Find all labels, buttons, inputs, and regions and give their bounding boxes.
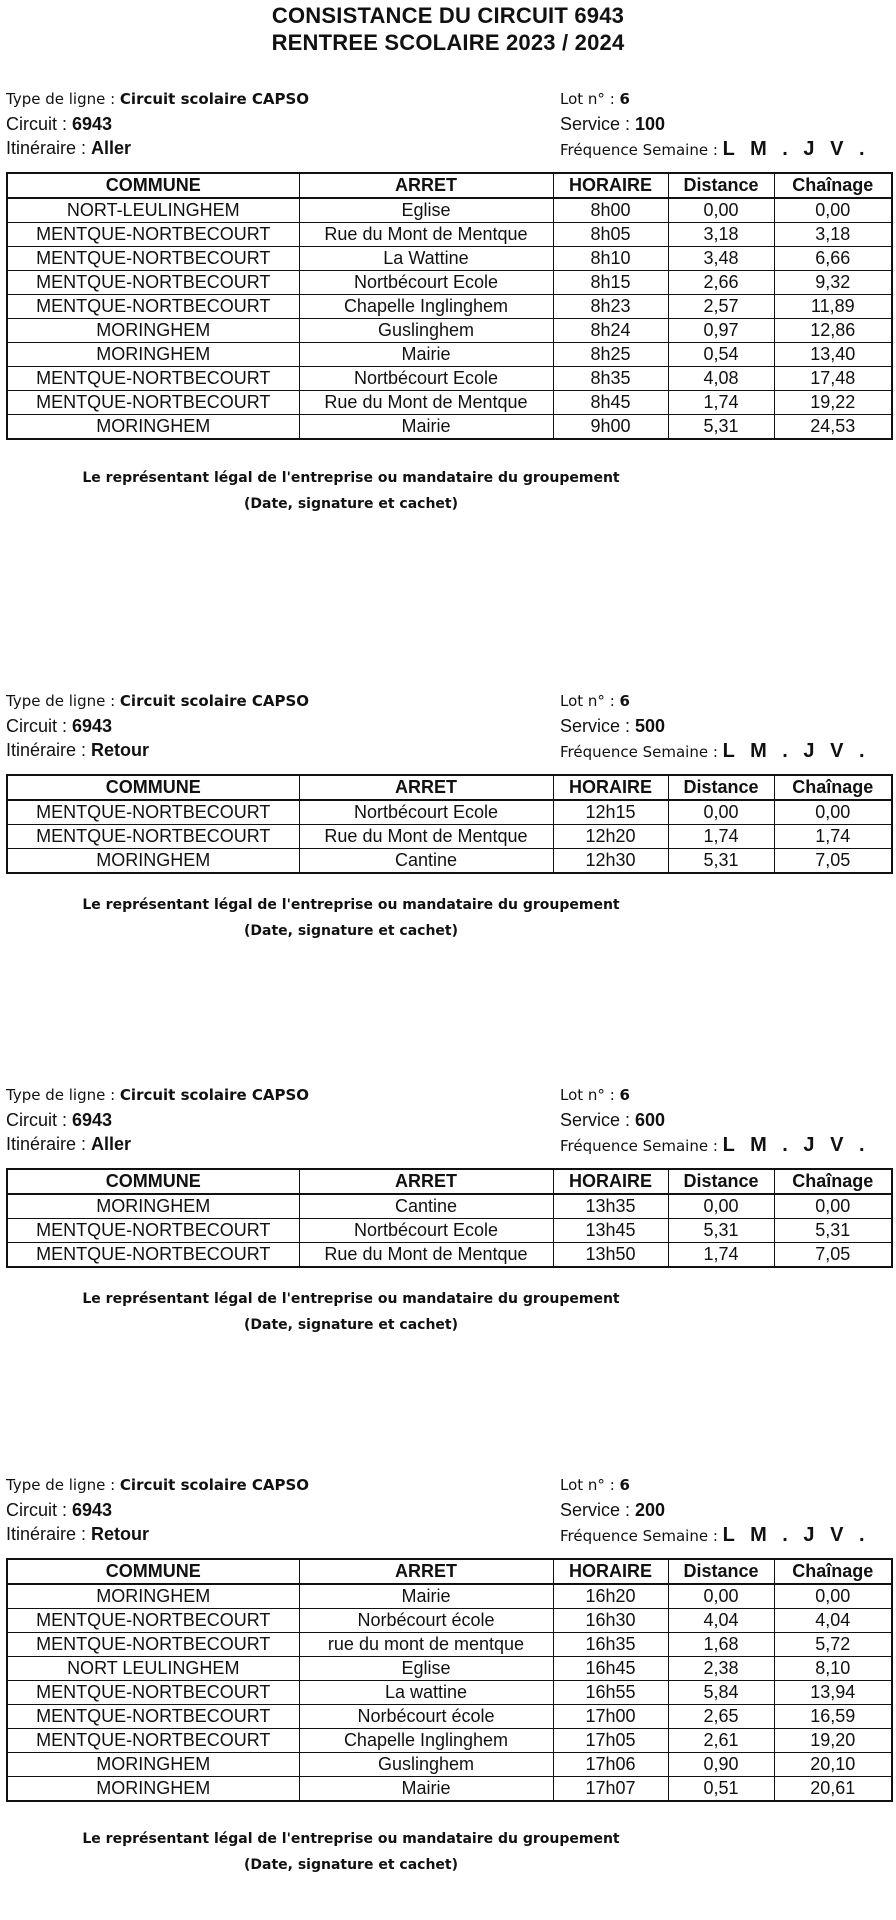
column-header: ARRET xyxy=(299,1559,553,1584)
chainage-cell: 13,40 xyxy=(774,343,892,367)
lot-value: 6 xyxy=(619,1086,630,1104)
distance-cell: 5,31 xyxy=(668,1219,774,1243)
column-header: Chaînage xyxy=(774,775,892,800)
frequence-value: L M . J V . xyxy=(722,1134,870,1156)
frequence-field xyxy=(560,1134,870,1157)
service-label: Service : xyxy=(560,1500,636,1520)
header-row xyxy=(6,716,896,740)
table-row xyxy=(7,1194,892,1219)
header-row xyxy=(6,1134,896,1158)
header-row xyxy=(6,90,896,114)
distance-cell: 5,31 xyxy=(668,415,774,440)
frequence-label: Fréquence Semaine : xyxy=(560,141,723,159)
horaire-cell: 13h50 xyxy=(553,1243,668,1268)
distance-cell: 0,97 xyxy=(668,319,774,343)
commune-cell: MENTQUE-NORTBECOURT xyxy=(7,825,299,849)
itineraire-value: Aller xyxy=(91,1134,132,1154)
circuit-label: Circuit : xyxy=(6,1500,73,1520)
type-de-ligne-field xyxy=(6,1086,309,1104)
arret-cell: La wattine xyxy=(299,1681,553,1705)
distance-cell: 0,00 xyxy=(668,1194,774,1219)
service-field xyxy=(560,716,665,737)
distance-cell: 2,57 xyxy=(668,295,774,319)
distance-cell: 4,08 xyxy=(668,367,774,391)
table-row xyxy=(7,391,892,415)
horaire-cell: 17h06 xyxy=(553,1753,668,1777)
chainage-cell: 20,10 xyxy=(774,1753,892,1777)
arret-cell: Norbécourt école xyxy=(299,1609,553,1633)
itineraire-field xyxy=(6,138,131,159)
horaire-cell: 8h15 xyxy=(553,271,668,295)
arret-cell: rue du mont de mentque xyxy=(299,1633,553,1657)
chainage-cell: 1,74 xyxy=(774,825,892,849)
horaire-cell: 16h20 xyxy=(553,1584,668,1609)
circuit-field xyxy=(6,716,112,737)
table-header-row xyxy=(7,1169,892,1194)
table-row xyxy=(7,271,892,295)
lot-value: 6 xyxy=(619,692,630,710)
column-header: ARRET xyxy=(299,775,553,800)
frequence-field xyxy=(560,740,870,763)
lot-field xyxy=(560,1086,630,1104)
distance-cell: 1,74 xyxy=(668,1243,774,1268)
lot-value: 6 xyxy=(619,1476,630,1494)
frequence-label: Fréquence Semaine : xyxy=(560,743,723,761)
signature-block xyxy=(6,892,696,944)
arret-cell: Chapelle Inglinghem xyxy=(299,1729,553,1753)
table-row xyxy=(7,1243,892,1268)
lot-label: Lot n° : xyxy=(560,90,620,108)
commune-cell: MENTQUE-NORTBECOURT xyxy=(7,1243,299,1268)
signature-line-2: (Date, signature et cachet) xyxy=(243,1857,458,1873)
chainage-cell: 4,04 xyxy=(774,1609,892,1633)
arret-cell: Nortbécourt Ecole xyxy=(299,1219,553,1243)
commune-cell: MENTQUE-NORTBECOURT xyxy=(7,367,299,391)
frequence-label: Fréquence Semaine : xyxy=(560,1137,723,1155)
itineraire-label: Itinéraire : xyxy=(6,740,92,760)
section-header xyxy=(6,692,896,764)
chainage-cell: 16,59 xyxy=(774,1705,892,1729)
circuit-field xyxy=(6,1500,112,1521)
circuit-field xyxy=(6,114,112,135)
itineraire-label: Itinéraire : xyxy=(6,1134,92,1154)
commune-cell: MORINGHEM xyxy=(7,415,299,440)
horaire-cell: 8h24 xyxy=(553,319,668,343)
chainage-cell: 7,05 xyxy=(774,849,892,874)
chainage-cell: 13,94 xyxy=(774,1681,892,1705)
table-row xyxy=(7,1584,892,1609)
horaire-cell: 13h45 xyxy=(553,1219,668,1243)
arret-cell: Rue du Mont de Mentque xyxy=(299,825,553,849)
commune-cell: MENTQUE-NORTBECOURT xyxy=(7,1729,299,1753)
circuit-section-service-500 xyxy=(6,692,896,939)
header-row xyxy=(6,692,896,716)
chainage-cell: 0,00 xyxy=(774,800,892,825)
horaire-cell: 12h30 xyxy=(553,849,668,874)
distance-cell: 0,90 xyxy=(668,1753,774,1777)
table-row xyxy=(7,198,892,223)
circuit-value: 6943 xyxy=(72,1110,113,1130)
distance-cell: 0,00 xyxy=(668,198,774,223)
column-header: Distance xyxy=(668,775,774,800)
horaire-cell: 16h30 xyxy=(553,1609,668,1633)
header-row xyxy=(6,1500,896,1524)
distance-cell: 5,84 xyxy=(668,1681,774,1705)
horaire-cell: 12h15 xyxy=(553,800,668,825)
arret-cell: Cantine xyxy=(299,849,553,874)
distance-cell: 2,66 xyxy=(668,271,774,295)
chainage-cell: 11,89 xyxy=(774,295,892,319)
column-header: COMMUNE xyxy=(7,1169,299,1194)
signature-block xyxy=(6,465,696,517)
itineraire-value: Retour xyxy=(91,1524,150,1544)
distance-cell: 2,61 xyxy=(668,1729,774,1753)
service-value: 200 xyxy=(635,1500,666,1520)
circuit-label: Circuit : xyxy=(6,1110,73,1130)
distance-cell: 2,65 xyxy=(668,1705,774,1729)
frequence-field xyxy=(560,138,870,161)
service-value: 500 xyxy=(635,716,666,736)
table-row xyxy=(7,1729,892,1753)
commune-cell: MENTQUE-NORTBECOURT xyxy=(7,391,299,415)
lot-label: Lot n° : xyxy=(560,692,620,710)
table-row xyxy=(7,1609,892,1633)
chainage-cell: 5,72 xyxy=(774,1633,892,1657)
commune-cell: MENTQUE-NORTBECOURT xyxy=(7,223,299,247)
table-row xyxy=(7,1657,892,1681)
schedule-table xyxy=(6,1558,893,1802)
distance-cell: 0,00 xyxy=(668,800,774,825)
column-header: Chaînage xyxy=(774,173,892,198)
table-header-row xyxy=(7,173,892,198)
horaire-cell: 13h35 xyxy=(553,1194,668,1219)
column-header: ARRET xyxy=(299,1169,553,1194)
chainage-cell: 19,22 xyxy=(774,391,892,415)
signature-block xyxy=(6,1826,696,1878)
table-row xyxy=(7,247,892,271)
type-de-ligne-label: Type de ligne : xyxy=(6,1086,120,1104)
arret-cell: Rue du Mont de Mentque xyxy=(299,1243,553,1268)
lot-label: Lot n° : xyxy=(560,1086,620,1104)
chainage-cell: 9,32 xyxy=(774,271,892,295)
arret-cell: Mairie xyxy=(299,1777,553,1802)
horaire-cell: 8h35 xyxy=(553,367,668,391)
column-header: COMMUNE xyxy=(7,1559,299,1584)
commune-cell: MORINGHEM xyxy=(7,1777,299,1802)
arret-cell: Mairie xyxy=(299,415,553,440)
distance-cell: 0,54 xyxy=(668,343,774,367)
frequence-field xyxy=(560,1524,870,1547)
arret-cell: Guslinghem xyxy=(299,1753,553,1777)
table-row xyxy=(7,319,892,343)
distance-cell: 3,48 xyxy=(668,247,774,271)
commune-cell: MORINGHEM xyxy=(7,849,299,874)
schedule-table xyxy=(6,172,893,440)
itineraire-field xyxy=(6,1134,131,1155)
type-de-ligne-value: Circuit scolaire CAPSO xyxy=(119,1476,310,1494)
circuit-value: 6943 xyxy=(72,114,113,134)
table-row xyxy=(7,367,892,391)
type-de-ligne-field xyxy=(6,1476,309,1494)
table-row xyxy=(7,1777,892,1802)
column-header: Chaînage xyxy=(774,1169,892,1194)
header-row xyxy=(6,114,896,138)
circuit-label: Circuit : xyxy=(6,114,73,134)
itineraire-label: Itinéraire : xyxy=(6,1524,92,1544)
horaire-cell: 16h35 xyxy=(553,1633,668,1657)
arret-cell: Norbécourt école xyxy=(299,1705,553,1729)
arret-cell: Guslinghem xyxy=(299,319,553,343)
table-row xyxy=(7,343,892,367)
chainage-cell: 0,00 xyxy=(774,198,892,223)
type-de-ligne-value: Circuit scolaire CAPSO xyxy=(119,1086,310,1104)
column-header: HORAIRE xyxy=(553,1559,668,1584)
type-de-ligne-value: Circuit scolaire CAPSO xyxy=(119,692,310,710)
commune-cell: MENTQUE-NORTBECOURT xyxy=(7,247,299,271)
signature-line-2: (Date, signature et cachet) xyxy=(243,923,458,939)
frequence-value: L M . J V . xyxy=(722,740,870,762)
table-row xyxy=(7,825,892,849)
signature-line-2: (Date, signature et cachet) xyxy=(243,1317,458,1333)
itineraire-value: Aller xyxy=(91,138,132,158)
section-header xyxy=(6,90,896,162)
distance-cell: 0,51 xyxy=(668,1777,774,1802)
type-de-ligne-field xyxy=(6,90,309,108)
itineraire-field xyxy=(6,1524,149,1545)
table-row xyxy=(7,800,892,825)
table-row xyxy=(7,1705,892,1729)
commune-cell: MORINGHEM xyxy=(7,343,299,367)
commune-cell: MORINGHEM xyxy=(7,319,299,343)
arret-cell: La Wattine xyxy=(299,247,553,271)
commune-cell: MENTQUE-NORTBECOURT xyxy=(7,1681,299,1705)
table-header-row xyxy=(7,1559,892,1584)
column-header: HORAIRE xyxy=(553,1169,668,1194)
frequence-value: L M . J V . xyxy=(722,1524,870,1546)
itineraire-value: Retour xyxy=(91,740,150,760)
arret-cell: Nortbécourt Ecole xyxy=(299,367,553,391)
arret-cell: Nortbécourt Ecole xyxy=(299,800,553,825)
horaire-cell: 8h25 xyxy=(553,343,668,367)
table-row xyxy=(7,849,892,874)
service-label: Service : xyxy=(560,716,636,736)
header-row xyxy=(6,1476,896,1500)
schedule-table xyxy=(6,1168,893,1268)
signature-line-2: (Date, signature et cachet) xyxy=(243,496,458,512)
horaire-cell: 17h07 xyxy=(553,1777,668,1802)
signature-line-1: Le représentant légal de l'entreprise ou mandataire du groupement xyxy=(82,897,620,913)
commune-cell: MENTQUE-NORTBECOURT xyxy=(7,1219,299,1243)
service-field xyxy=(560,1110,665,1131)
arret-cell: Rue du Mont de Mentque xyxy=(299,223,553,247)
schedule-table xyxy=(6,774,893,874)
column-header: HORAIRE xyxy=(553,173,668,198)
horaire-cell: 12h20 xyxy=(553,825,668,849)
table-row xyxy=(7,1633,892,1657)
signature-line-1: Le représentant légal de l'entreprise ou mandataire du groupement xyxy=(82,1831,620,1847)
arret-cell: Nortbécourt Ecole xyxy=(299,271,553,295)
header-row xyxy=(6,1110,896,1134)
commune-cell: MENTQUE-NORTBECOURT xyxy=(7,1633,299,1657)
distance-cell: 4,04 xyxy=(668,1609,774,1633)
horaire-cell: 8h00 xyxy=(553,198,668,223)
table-row xyxy=(7,415,892,440)
commune-cell: MORINGHEM xyxy=(7,1584,299,1609)
section-header xyxy=(6,1476,896,1548)
commune-cell: MENTQUE-NORTBECOURT xyxy=(7,1609,299,1633)
circuit-field xyxy=(6,1110,112,1131)
horaire-cell: 17h00 xyxy=(553,1705,668,1729)
circuit-value: 6943 xyxy=(72,1500,113,1520)
table-header-row xyxy=(7,775,892,800)
chainage-cell: 17,48 xyxy=(774,367,892,391)
horaire-cell: 8h23 xyxy=(553,295,668,319)
arret-cell: Rue du Mont de Mentque xyxy=(299,391,553,415)
service-field xyxy=(560,1500,665,1521)
horaire-cell: 17h05 xyxy=(553,1729,668,1753)
section-header xyxy=(6,1086,896,1158)
table-row xyxy=(7,1219,892,1243)
distance-cell: 1,68 xyxy=(668,1633,774,1657)
column-header: Distance xyxy=(668,173,774,198)
arret-cell: Eglise xyxy=(299,1657,553,1681)
frequence-label: Fréquence Semaine : xyxy=(560,1527,723,1545)
distance-cell: 0,00 xyxy=(668,1584,774,1609)
column-header: Distance xyxy=(668,1559,774,1584)
type-de-ligne-value: Circuit scolaire CAPSO xyxy=(119,90,310,108)
horaire-cell: 8h05 xyxy=(553,223,668,247)
title-line-1: CONSISTANCE DU CIRCUIT 6943 xyxy=(271,3,625,28)
header-row xyxy=(6,740,896,764)
chainage-cell: 3,18 xyxy=(774,223,892,247)
arret-cell: Chapelle Inglinghem xyxy=(299,295,553,319)
signature-line-1: Le représentant légal de l'entreprise ou mandataire du groupement xyxy=(82,1291,620,1307)
commune-cell: MENTQUE-NORTBECOURT xyxy=(7,1705,299,1729)
chainage-cell: 6,66 xyxy=(774,247,892,271)
service-field xyxy=(560,114,665,135)
chainage-cell: 0,00 xyxy=(774,1194,892,1219)
chainage-cell: 8,10 xyxy=(774,1657,892,1681)
title-line-2: RENTREE SCOLAIRE 2023 / 2024 xyxy=(271,30,625,55)
lot-field xyxy=(560,1476,630,1494)
chainage-cell: 20,61 xyxy=(774,1777,892,1802)
service-label: Service : xyxy=(560,1110,636,1130)
lot-label: Lot n° : xyxy=(560,1476,620,1494)
header-row xyxy=(6,1086,896,1110)
commune-cell: MENTQUE-NORTBECOURT xyxy=(7,271,299,295)
chainage-cell: 12,86 xyxy=(774,319,892,343)
horaire-cell: 9h00 xyxy=(553,415,668,440)
type-de-ligne-label: Type de ligne : xyxy=(6,1476,120,1494)
column-header: Distance xyxy=(668,1169,774,1194)
arret-cell: Mairie xyxy=(299,1584,553,1609)
commune-cell: MORINGHEM xyxy=(7,1753,299,1777)
distance-cell: 5,31 xyxy=(668,849,774,874)
column-header: HORAIRE xyxy=(553,775,668,800)
arret-cell: Mairie xyxy=(299,343,553,367)
signature-block xyxy=(6,1286,696,1338)
header-row xyxy=(6,138,896,162)
type-de-ligne-label: Type de ligne : xyxy=(6,692,120,710)
circuit-label: Circuit : xyxy=(6,716,73,736)
chainage-cell: 7,05 xyxy=(774,1243,892,1268)
lot-field xyxy=(560,692,630,710)
arret-cell: Cantine xyxy=(299,1194,553,1219)
column-header: Chaînage xyxy=(774,1559,892,1584)
commune-cell: MENTQUE-NORTBECOURT xyxy=(7,800,299,825)
chainage-cell: 24,53 xyxy=(774,415,892,440)
lot-field xyxy=(560,90,630,108)
commune-cell: NORT LEULINGHEM xyxy=(7,1657,299,1681)
column-header: ARRET xyxy=(299,173,553,198)
lot-value: 6 xyxy=(619,90,630,108)
commune-cell: MORINGHEM xyxy=(7,1194,299,1219)
chainage-cell: 19,20 xyxy=(774,1729,892,1753)
horaire-cell: 8h10 xyxy=(553,247,668,271)
service-label: Service : xyxy=(560,114,636,134)
table-row xyxy=(7,295,892,319)
type-de-ligne-label: Type de ligne : xyxy=(6,90,120,108)
service-value: 600 xyxy=(635,1110,666,1130)
arret-cell: Eglise xyxy=(299,198,553,223)
column-header: COMMUNE xyxy=(7,173,299,198)
circuit-section-service-200 xyxy=(6,1476,896,1873)
distance-cell: 3,18 xyxy=(668,223,774,247)
table-row xyxy=(7,223,892,247)
signature-line-1: Le représentant légal de l'entreprise ou mandataire du groupement xyxy=(82,470,620,486)
frequence-value: L M . J V . xyxy=(722,138,870,160)
service-value: 100 xyxy=(635,114,666,134)
circuit-section-service-600 xyxy=(6,1086,896,1333)
type-de-ligne-field xyxy=(6,692,309,710)
distance-cell: 1,74 xyxy=(668,391,774,415)
chainage-cell: 5,31 xyxy=(774,1219,892,1243)
distance-cell: 1,74 xyxy=(668,825,774,849)
itineraire-label: Itinéraire : xyxy=(6,138,92,158)
itineraire-field xyxy=(6,740,149,761)
header-row xyxy=(6,1524,896,1548)
circuit-value: 6943 xyxy=(72,716,113,736)
document-title xyxy=(0,0,896,56)
table-row xyxy=(7,1681,892,1705)
commune-cell: NORT-LEULINGHEM xyxy=(7,198,299,223)
distance-cell: 2,38 xyxy=(668,1657,774,1681)
horaire-cell: 8h45 xyxy=(553,391,668,415)
horaire-cell: 16h45 xyxy=(553,1657,668,1681)
circuit-section-service-100 xyxy=(6,90,896,512)
chainage-cell: 0,00 xyxy=(774,1584,892,1609)
table-row xyxy=(7,1753,892,1777)
horaire-cell: 16h55 xyxy=(553,1681,668,1705)
commune-cell: MENTQUE-NORTBECOURT xyxy=(7,295,299,319)
column-header: COMMUNE xyxy=(7,775,299,800)
